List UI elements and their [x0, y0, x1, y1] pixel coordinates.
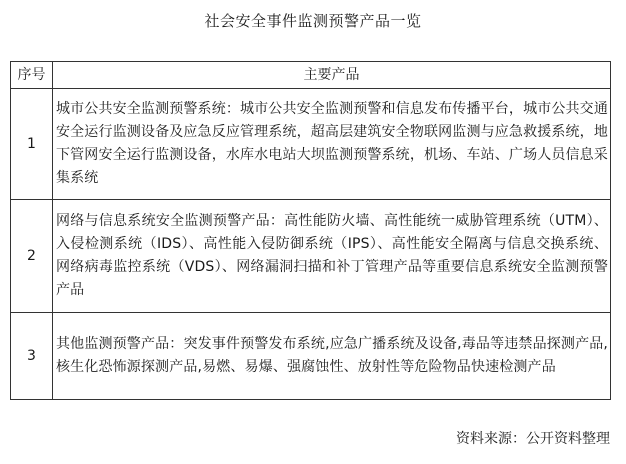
- row-products: 其他监测预警产品：突发事件预警发布系统,应急广播系统及设备,毒品等违禁品探测产品,核生化恐怖源探测产品,易燃、易爆、强腐蚀性、放射性等危险物品快速检测产品: [53, 313, 611, 400]
- table-header-row: [11, 62, 611, 89]
- row-index: 3: [11, 313, 53, 400]
- row-products: 城市公共安全监测预警系统：城市公共安全监测预警和信息发布传播平台，城市公共交通安全运行监测设备及应急反应管理系统，超高层建筑安全物联网监测与应急救援系统，地下管网安全运行监测设备，水库水电站大坝监测预警系统，机场、车站、广场人员信息采集系统: [53, 89, 611, 200]
- row-index: 1: [11, 89, 53, 200]
- products-table: [10, 61, 611, 400]
- table-row: [11, 89, 611, 200]
- row-products: 网络与信息系统安全监测预警产品：高性能防火墙、高性能统一威胁管理系统（UTM）、入侵检测系统（IDS）、高性能入侵防御系统（IPS）、高性能安全隔离与信息交换系统、网络病毒监控系统（VDS）、网络漏洞扫描和补丁管理产品等重要信息系统安全监测预警产品: [53, 200, 611, 313]
- header-index: 序号: [11, 62, 53, 89]
- row-index: 2: [11, 200, 53, 313]
- table-row: [11, 200, 611, 313]
- table-row: [11, 313, 611, 400]
- header-main-products: 主要产品: [53, 62, 611, 89]
- page-title: 社会安全事件监测预警产品一览: [204, 12, 422, 30]
- source-note: 资料来源：公开资料整理: [456, 431, 610, 447]
